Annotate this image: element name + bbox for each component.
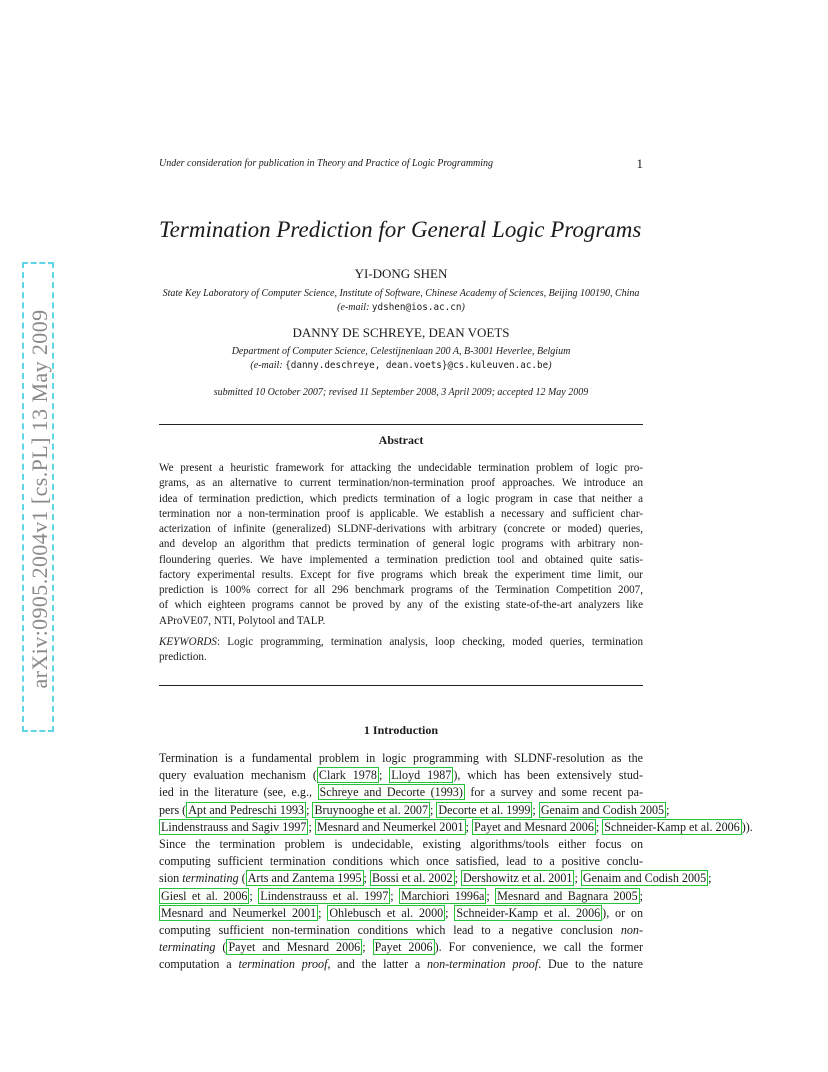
abstract-line: termination nor a non-termination proof is applicable. We establish a necessary and sufficient char-: [159, 507, 643, 520]
citation-link[interactable]: Payet and Mesnard 2006: [474, 819, 594, 834]
citation-link[interactable]: Ohlebusch et al. 2000: [329, 905, 444, 920]
citation-link[interactable]: Apt and Pedreschi 1993: [188, 802, 305, 817]
emphasis: non-: [620, 923, 643, 938]
intro-line: Since the termination problem is undecidable, existing algorithms/tools either focus on: [159, 837, 643, 852]
abstract-line: prediction is 100% correct for all 296 benchmark programs of the Termination Competition 2007,: [159, 584, 643, 596]
email-label: e-mail:: [340, 302, 370, 313]
intro-line: computation a termination proof, and the latter a non-termination proof. Due to the nature: [159, 957, 644, 972]
abstract-heading: Abstract: [378, 433, 424, 447]
citation-link[interactable]: Dershowitz et al. 2001: [462, 871, 573, 886]
abstract-line: of which eighteen programs cannot be proved by any of the existing state-of-the-art analyzers like: [159, 599, 643, 612]
emphasis: non-termination proof: [427, 957, 539, 972]
page-number: 1: [636, 156, 643, 171]
author-1-email-line: (e-mail: ydshen@ios.ac.cn): [337, 302, 465, 313]
abstract-bottom-rule: [159, 685, 643, 686]
citation-link[interactable]: Mesnard and Neumerkel 2001: [316, 819, 464, 834]
citation-link[interactable]: Schreye and Decorte (1993): [319, 785, 463, 800]
intro-line: pers ( Apt and Pedreschi 1993 ; Bruynooghe et al. 2007 ; Decorte et al. 1999 ; Genaim and Codish 2005 ;: [159, 802, 670, 817]
citation-link[interactable]: Lindenstrauss and Sagiv 1997: [161, 819, 307, 834]
author-2-affiliation: Department of Computer Science, Celestijnenlaan 200 A, B-3001 Heverlee, Belgium: [231, 346, 571, 357]
abstract-line: and develop an algorithm that predicts termination of general logic programs with arbitrary non-: [159, 538, 643, 551]
introduction-body: [159, 750, 753, 974]
intro-line: Termination is a fundamental problem in logic programming with SLDNF-resolution as the: [159, 751, 643, 765]
arxiv-identifier[interactable]: arXiv:0905.2004v1 [cs.PL] 13 May 2009: [27, 309, 52, 689]
author-1-name: YI-DONG SHEN: [354, 266, 448, 281]
email-label: e-mail:: [253, 360, 283, 371]
citation-link[interactable]: Genaim and Codish 2005: [582, 871, 707, 886]
abstract-line: grams, as an alternative to current termination/non-termination proof approaches. We introduce an: [159, 477, 643, 490]
running-head: [159, 158, 643, 169]
journal-note: Under consideration for publication in Theory and Practice of Logic Programming: [159, 158, 494, 169]
citation-link[interactable]: Bossi et al. 2002: [371, 871, 453, 886]
intro-line: sion terminating ( Arts and Zantema 1995 ; Bossi et al. 2002 ; Dershowitz et al. 2001 ; Genaim and Codish 2005 ;: [159, 871, 712, 886]
abstract-body: [159, 461, 643, 671]
citation-link[interactable]: Decorte et al. 1999: [438, 802, 531, 817]
abstract-text: [159, 461, 643, 629]
emphasis: termination proof: [238, 957, 328, 972]
citation-link[interactable]: Schneider-Kamp et al. 2006: [456, 905, 601, 920]
author-1-affiliation: State Key Laboratory of Computer Science, Institute of Software, Chinese Academy of Sciences, Beijing 100190, China: [162, 288, 640, 299]
intro-line: computing sufficient termination conditions which once satisfied, lead to a positive conclu-: [159, 854, 643, 869]
abstract-line: factory experimental results. Except for five programs which break the experiment time limit, our: [159, 568, 643, 581]
emphasis: terminating: [182, 871, 239, 886]
keywords-text: prediction.: [159, 651, 207, 663]
intro-line: Giesl et al. 2006 ; Lindenstrauss et al. 1997 ; Marchiori 1996a ; Mesnard and Bagnara 2005 ;: [161, 888, 644, 903]
citation-link[interactable]: Payet 2006: [374, 940, 433, 955]
intro-line: computing sufficient non-termination conditions which lead to a negative conclusion non-: [159, 923, 643, 938]
citation-link[interactable]: Genaim and Codish 2005: [540, 802, 665, 817]
abstract-line: floundering queries. We have implemented a termination prediction tool and obtained quite satis-: [159, 553, 643, 566]
keywords-label: KEYWORDS: [159, 635, 217, 648]
author-1-email[interactable]: ydshen@ios.ac.cn: [371, 302, 462, 313]
intro-line: Mesnard and Neumerkel 2001 ; Ohlebusch et al. 2000 ; Schneider-Kamp et al. 2006 ), or on: [161, 905, 644, 920]
citation-link[interactable]: Arts and Zantema 1995: [247, 871, 362, 886]
intro-line: ied in the literature (see, e.g., Schreye and Decorte (1993) for a survey and some recent pa-: [159, 785, 643, 800]
citation-link[interactable]: Lloyd 1987: [391, 768, 452, 783]
intro-line: query evaluation mechanism ( Clark 1978 ; Lloyd 1987 ), which has been extensively stud-: [159, 768, 643, 783]
submission-dates: submitted 10 October 2007; revised 11 September 2008, 3 April 2009; accepted 12 May 2009: [213, 387, 589, 398]
author-2-email[interactable]: {danny.deschreye, dean.voets}@cs.kuleuven.ac.be: [285, 360, 549, 371]
citation-link[interactable]: Mesnard and Bagnara 2005: [497, 888, 638, 903]
abstract-line: We present a heuristic framework for attacking the undecidable termination problem of logic pro-: [159, 462, 643, 474]
abstract-line: idea of termination prediction, which predicts termination of a logic program in case that neither a: [159, 492, 643, 505]
section-heading-introduction: 1 Introduction: [363, 723, 439, 737]
abstract-line: AProVE07, NTI, Polytool and TALP.: [159, 614, 326, 627]
keywords: [159, 635, 643, 666]
citation-link[interactable]: Clark 1978: [318, 768, 377, 783]
intro-line: terminating ( Payet and Mesnard 2006 ; Payet 2006 ). For convenience, we call the former: [159, 940, 643, 955]
citation-link[interactable]: Giesl et al. 2006: [161, 888, 248, 903]
author-2-email-line: (e-mail: {danny.deschreye, dean.voets}@cs.kuleuven.ac.be): [250, 360, 552, 371]
emphasis: terminating: [159, 940, 216, 955]
author-2-names: DANNY DE SCHREYE, DEAN VOETS: [292, 325, 510, 340]
abstract-line: acterization of infinite (generalized) SLDNF-derivations with arbitrary (concrete or moded) queries,: [159, 523, 643, 535]
citation-link[interactable]: Mesnard and Neumerkel 2001: [161, 905, 317, 920]
keywords-text: : Logic programming, termination analysis, loop checking, moded queries, termination: [216, 635, 643, 648]
abstract-top-rule: [159, 424, 643, 425]
intro-line: Lindenstrauss and Sagiv 1997 ; Mesnard and Neumerkel 2001 ; Payet and Mesnard 2006 ; Schneider-Kamp et al. 2006 )).: [161, 819, 753, 834]
citation-link[interactable]: Bruynooghe et al. 2007: [314, 802, 429, 817]
paper-title: Termination Prediction for General Logic Programs: [159, 217, 642, 242]
citation-link[interactable]: Schneider-Kamp et al. 2006: [604, 819, 740, 834]
citation-link[interactable]: Payet and Mesnard 2006: [228, 940, 361, 955]
arxiv-sidebar-stamp: [22, 262, 54, 732]
citation-link[interactable]: Lindenstrauss et al. 1997: [260, 888, 389, 903]
citation-link[interactable]: Marchiori 1996a: [401, 888, 485, 903]
